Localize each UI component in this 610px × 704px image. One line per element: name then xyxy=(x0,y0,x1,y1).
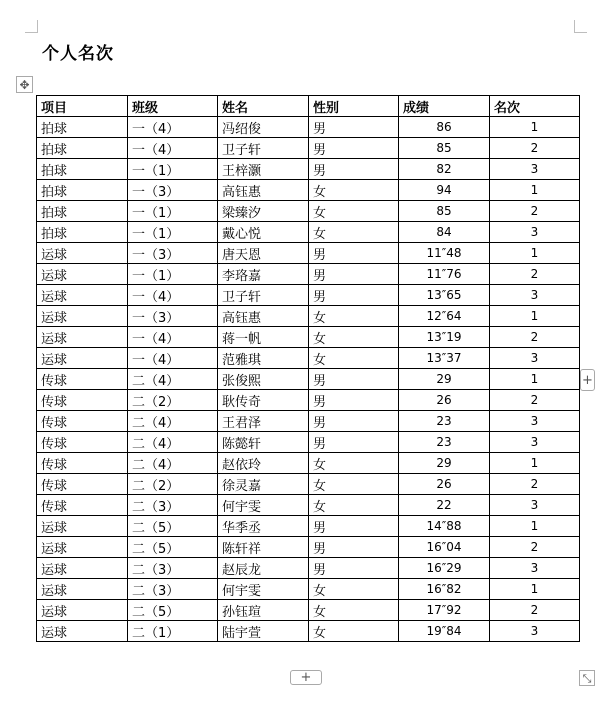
cell-class[interactable]: 二（2） xyxy=(128,390,218,411)
cell-rank[interactable]: 1 xyxy=(490,579,580,600)
cell-gender[interactable]: 女 xyxy=(309,453,399,474)
cell-score[interactable]: 14″88 xyxy=(399,516,490,537)
cell-score[interactable]: 85 xyxy=(399,201,490,222)
cell-name[interactable]: 何宇雯 xyxy=(218,579,309,600)
cell-name[interactable]: 陈懿轩 xyxy=(218,432,309,453)
cell-gender[interactable]: 男 xyxy=(309,117,399,138)
table-row xyxy=(37,243,580,264)
document-title: 个人名次 xyxy=(42,44,114,64)
table-row xyxy=(37,306,580,327)
cell-name[interactable]: 冯绍俊 xyxy=(218,117,309,138)
cell-project[interactable]: 运球 xyxy=(37,306,128,327)
cell-score[interactable]: 16″29 xyxy=(399,558,490,579)
cell-gender[interactable]: 女 xyxy=(309,222,399,243)
cell-class[interactable]: 一（4） xyxy=(128,285,218,306)
table-row xyxy=(37,159,580,180)
cell-project[interactable]: 运球 xyxy=(37,348,128,369)
cell-project[interactable]: 运球 xyxy=(37,264,128,285)
table-row xyxy=(37,222,580,243)
cell-class[interactable]: 二（4） xyxy=(128,411,218,432)
cell-score[interactable]: 22 xyxy=(399,495,490,516)
header-gender: 性别 xyxy=(309,96,399,117)
cell-project[interactable]: 传球 xyxy=(37,432,128,453)
cell-class[interactable]: 一（1） xyxy=(128,201,218,222)
cell-gender[interactable]: 男 xyxy=(309,432,399,453)
header-rank: 名次 xyxy=(490,96,580,117)
cell-rank[interactable]: 2 xyxy=(490,600,580,621)
cell-name[interactable]: 赵依玲 xyxy=(218,453,309,474)
table-row xyxy=(37,348,580,369)
cell-name[interactable]: 孙钰瑄 xyxy=(218,600,309,621)
cell-rank[interactable]: 1 xyxy=(490,243,580,264)
cell-project[interactable]: 拍球 xyxy=(37,159,128,180)
table-move-handle-icon[interactable]: ✥ xyxy=(16,76,33,93)
cell-project[interactable]: 运球 xyxy=(37,558,128,579)
cell-class[interactable]: 二（5） xyxy=(128,516,218,537)
cell-project[interactable]: 传球 xyxy=(37,474,128,495)
cell-project[interactable]: 传球 xyxy=(37,369,128,390)
cell-class[interactable]: 一（3） xyxy=(128,306,218,327)
cell-class[interactable]: 一（4） xyxy=(128,138,218,159)
cell-score[interactable]: 11″48 xyxy=(399,243,490,264)
cell-score[interactable]: 84 xyxy=(399,222,490,243)
cell-class[interactable]: 一（4） xyxy=(128,327,218,348)
cell-name[interactable]: 高钰惠 xyxy=(218,306,309,327)
cell-gender[interactable]: 女 xyxy=(309,621,399,642)
cell-score[interactable]: 12″64 xyxy=(399,306,490,327)
cell-rank[interactable]: 3 xyxy=(490,558,580,579)
cell-gender[interactable]: 女 xyxy=(309,495,399,516)
cell-class[interactable]: 二（5） xyxy=(128,537,218,558)
table-row xyxy=(37,369,580,390)
cell-gender[interactable]: 男 xyxy=(309,264,399,285)
page-corner-mark-top-right xyxy=(574,20,587,33)
cell-name[interactable]: 高钰惠 xyxy=(218,180,309,201)
table-row xyxy=(37,285,580,306)
cell-rank[interactable]: 2 xyxy=(490,327,580,348)
cell-gender[interactable]: 男 xyxy=(309,537,399,558)
cell-rank[interactable]: 1 xyxy=(490,306,580,327)
cell-name[interactable]: 卫子轩 xyxy=(218,138,309,159)
cell-score[interactable]: 94 xyxy=(399,180,490,201)
cell-project[interactable]: 运球 xyxy=(37,285,128,306)
cell-score[interactable]: 29 xyxy=(399,369,490,390)
cell-name[interactable]: 陈轩祥 xyxy=(218,537,309,558)
cell-rank[interactable]: 3 xyxy=(490,411,580,432)
cell-score[interactable]: 16″04 xyxy=(399,537,490,558)
cell-project[interactable]: 运球 xyxy=(37,621,128,642)
header-score: 成绩 xyxy=(399,96,490,117)
table-row xyxy=(37,621,580,642)
cell-class[interactable]: 一（1） xyxy=(128,159,218,180)
table-row xyxy=(37,474,580,495)
cell-score[interactable]: 11″76 xyxy=(399,264,490,285)
cell-class[interactable]: 一（4） xyxy=(128,117,218,138)
cell-score[interactable]: 23 xyxy=(399,432,490,453)
cell-gender[interactable]: 男 xyxy=(309,243,399,264)
cell-gender[interactable]: 男 xyxy=(309,159,399,180)
cell-score[interactable]: 13″19 xyxy=(399,327,490,348)
table-row xyxy=(37,537,580,558)
table-row xyxy=(37,495,580,516)
cell-score[interactable]: 23 xyxy=(399,411,490,432)
cell-name[interactable]: 陆宇萱 xyxy=(218,621,309,642)
cell-class[interactable]: 二（4） xyxy=(128,453,218,474)
cell-rank[interactable]: 1 xyxy=(490,453,580,474)
cell-rank[interactable]: 2 xyxy=(490,264,580,285)
table-body xyxy=(37,117,580,642)
header-class: 班级 xyxy=(128,96,218,117)
cell-rank[interactable]: 1 xyxy=(490,180,580,201)
add-column-button[interactable]: + xyxy=(580,369,595,391)
header-project: 项目 xyxy=(37,96,128,117)
table-header-row xyxy=(37,96,580,117)
cell-name[interactable]: 耿传奇 xyxy=(218,390,309,411)
cell-score[interactable]: 13″37 xyxy=(399,348,490,369)
cell-name[interactable]: 戴心悦 xyxy=(218,222,309,243)
cell-name[interactable]: 蒋一帆 xyxy=(218,327,309,348)
cell-score[interactable]: 13″65 xyxy=(399,285,490,306)
table-row xyxy=(37,264,580,285)
cell-gender[interactable]: 女 xyxy=(309,201,399,222)
cell-project[interactable]: 传球 xyxy=(37,453,128,474)
cell-gender[interactable]: 男 xyxy=(309,558,399,579)
cell-class[interactable]: 一（1） xyxy=(128,264,218,285)
cell-project[interactable]: 运球 xyxy=(37,243,128,264)
cell-gender[interactable]: 男 xyxy=(309,285,399,306)
cell-gender[interactable]: 女 xyxy=(309,600,399,621)
cell-rank[interactable]: 3 xyxy=(490,432,580,453)
cell-class[interactable]: 二（4） xyxy=(128,369,218,390)
cell-score[interactable]: 16″82 xyxy=(399,579,490,600)
cell-name[interactable]: 王君泽 xyxy=(218,411,309,432)
cell-name[interactable]: 唐天恩 xyxy=(218,243,309,264)
cell-class[interactable]: 二（4） xyxy=(128,432,218,453)
cell-gender[interactable]: 女 xyxy=(309,579,399,600)
cell-project[interactable]: 传球 xyxy=(37,390,128,411)
table-row xyxy=(37,432,580,453)
cell-project[interactable]: 拍球 xyxy=(37,138,128,159)
cell-rank[interactable]: 2 xyxy=(490,537,580,558)
cell-gender[interactable]: 女 xyxy=(309,348,399,369)
cell-class[interactable]: 二（3） xyxy=(128,558,218,579)
cell-name[interactable]: 徐灵嘉 xyxy=(218,474,309,495)
cell-project[interactable]: 运球 xyxy=(37,516,128,537)
cell-project[interactable]: 拍球 xyxy=(37,201,128,222)
table-row xyxy=(37,411,580,432)
cell-score[interactable]: 86 xyxy=(399,117,490,138)
table-row xyxy=(37,390,580,411)
cell-score[interactable]: 19″84 xyxy=(399,621,490,642)
header-name: 姓名 xyxy=(218,96,309,117)
cell-rank[interactable]: 1 xyxy=(490,117,580,138)
cell-class[interactable]: 二（2） xyxy=(128,474,218,495)
cell-project[interactable]: 传球 xyxy=(37,411,128,432)
cell-class[interactable]: 一（4） xyxy=(128,348,218,369)
table-row xyxy=(37,558,580,579)
cell-project[interactable]: 拍球 xyxy=(37,117,128,138)
cell-score[interactable]: 82 xyxy=(399,159,490,180)
cell-project[interactable]: 运球 xyxy=(37,579,128,600)
cell-name[interactable]: 王梓灏 xyxy=(218,159,309,180)
cell-project[interactable]: 拍球 xyxy=(37,180,128,201)
cell-name[interactable]: 李珞嘉 xyxy=(218,264,309,285)
cell-gender[interactable]: 男 xyxy=(309,516,399,537)
cell-rank[interactable]: 3 xyxy=(490,159,580,180)
cell-rank[interactable]: 1 xyxy=(490,369,580,390)
cell-project[interactable]: 拍球 xyxy=(37,222,128,243)
cell-name[interactable]: 范雅琪 xyxy=(218,348,309,369)
cell-project[interactable]: 传球 xyxy=(37,495,128,516)
cell-gender[interactable]: 女 xyxy=(309,180,399,201)
cell-class[interactable]: 二（3） xyxy=(128,495,218,516)
cell-rank[interactable]: 3 xyxy=(490,348,580,369)
cell-project[interactable]: 运球 xyxy=(37,600,128,621)
cell-rank[interactable]: 3 xyxy=(490,621,580,642)
cell-rank[interactable]: 2 xyxy=(490,201,580,222)
cell-gender[interactable]: 男 xyxy=(309,138,399,159)
cell-gender[interactable]: 女 xyxy=(309,327,399,348)
table-row xyxy=(37,327,580,348)
cell-rank[interactable]: 2 xyxy=(490,138,580,159)
cell-class[interactable]: 一（3） xyxy=(128,180,218,201)
cell-rank[interactable]: 1 xyxy=(490,516,580,537)
table-row xyxy=(37,138,580,159)
cell-score[interactable]: 26 xyxy=(399,390,490,411)
ranking-table xyxy=(36,95,580,642)
cell-rank[interactable]: 2 xyxy=(490,474,580,495)
cell-name[interactable]: 赵辰龙 xyxy=(218,558,309,579)
cell-score[interactable]: 85 xyxy=(399,138,490,159)
page-corner-mark-top-left xyxy=(25,20,38,33)
table-row xyxy=(37,600,580,621)
cell-project[interactable]: 运球 xyxy=(37,537,128,558)
cell-class[interactable]: 一（3） xyxy=(128,243,218,264)
add-row-button[interactable]: + xyxy=(290,670,322,685)
table-row xyxy=(37,453,580,474)
table-row xyxy=(37,579,580,600)
cell-project[interactable]: 运球 xyxy=(37,327,128,348)
cell-rank[interactable]: 3 xyxy=(490,222,580,243)
cell-class[interactable]: 一（1） xyxy=(128,222,218,243)
cell-score[interactable]: 29 xyxy=(399,453,490,474)
cell-gender[interactable]: 男 xyxy=(309,411,399,432)
cell-rank[interactable]: 3 xyxy=(490,285,580,306)
cell-name[interactable]: 何宇雯 xyxy=(218,495,309,516)
cell-name[interactable]: 梁臻汐 xyxy=(218,201,309,222)
cell-gender[interactable]: 男 xyxy=(309,369,399,390)
cell-score[interactable]: 26 xyxy=(399,474,490,495)
table-row xyxy=(37,201,580,222)
cell-class[interactable]: 二（3） xyxy=(128,579,218,600)
table-row xyxy=(37,516,580,537)
table-row xyxy=(37,117,580,138)
cell-gender[interactable]: 女 xyxy=(309,474,399,495)
cell-rank[interactable]: 3 xyxy=(490,495,580,516)
cell-name[interactable]: 张俊熙 xyxy=(218,369,309,390)
table-resize-handle-icon[interactable]: ⤡ xyxy=(579,670,595,686)
cell-rank[interactable]: 2 xyxy=(490,390,580,411)
cell-score[interactable]: 17″92 xyxy=(399,600,490,621)
cell-name[interactable]: 华季丞 xyxy=(218,516,309,537)
cell-gender[interactable]: 女 xyxy=(309,306,399,327)
cell-class[interactable]: 二（5） xyxy=(128,600,218,621)
table-row xyxy=(37,180,580,201)
cell-name[interactable]: 卫子轩 xyxy=(218,285,309,306)
cell-class[interactable]: 二（1） xyxy=(128,621,218,642)
cell-gender[interactable]: 男 xyxy=(309,390,399,411)
